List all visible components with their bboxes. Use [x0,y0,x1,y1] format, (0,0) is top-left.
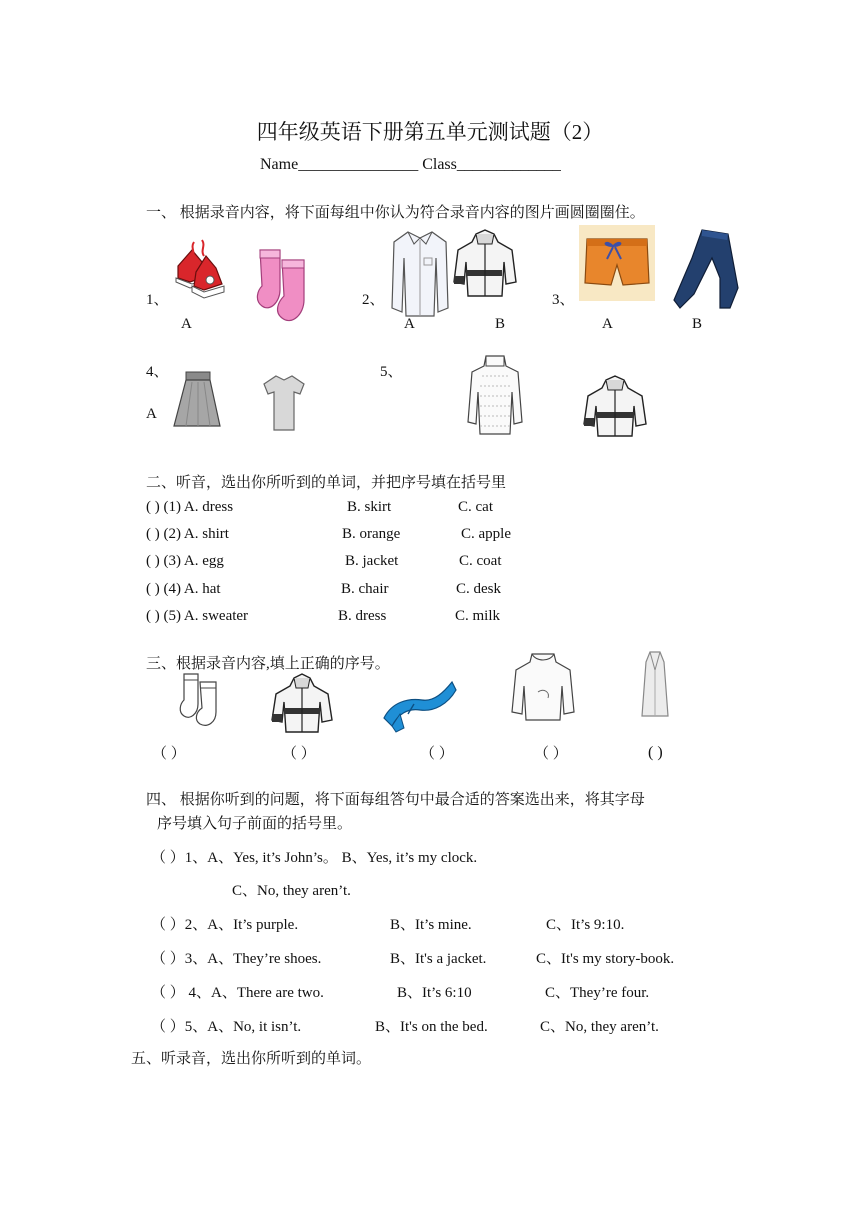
s2-row-4-b: B. chair [341,581,389,597]
s4-q5-option-c: C、No, they aren’t. [540,1019,659,1035]
s4-q1-line: （ ）1、A、Yes, it’s John’s。 B、Yes, it’s my clock. [151,850,478,866]
s4-q2-option-b: B、It’s mine. [390,917,472,933]
s3-blank-1[interactable]: （ ） [152,746,186,762]
s4-q2-option-c: C、It’s 9:10. [546,917,625,933]
item-number-5: 5、 [380,364,403,380]
jacket-icon [270,672,334,736]
label-2-b: B [495,316,506,332]
name-class-line: Name_______________ Class_____________ [260,156,561,173]
s2-row-2-a: ( ) (2) A. shirt [146,526,229,542]
s4-q3-option-c: C、It's my story-book. [536,951,675,967]
jacket-icon [452,228,518,300]
jeans-icon [672,228,742,312]
pink-socks-icon [252,246,316,330]
s2-row-5-a: ( ) (5) A. sweater [146,608,249,624]
s4-q4-line: （ ） 4、A、There are two. [151,985,324,1001]
white-socks-icon [178,670,224,728]
s2-row-4-a: ( ) (4) A. hat [146,581,221,597]
coat-icon [640,650,670,720]
s4-q4-option-c: C、They’re four. [545,985,650,1001]
section-3-heading: 三、根据录音内容,填上正确的序号。 [146,656,390,672]
sneakers-icon [172,236,228,302]
s2-row-4-c: C. desk [456,581,501,597]
s2-row-3-c: C. coat [459,553,502,569]
skirt-icon [172,370,222,430]
item-number-1: 1、 [146,292,169,308]
s4-q5-option-b: B、It's on the bed. [375,1019,488,1035]
section-2-heading: 二、听音，选出你所听到的单词，并把序号填在括号里 [146,475,507,491]
s4-q4-option-b: B、It’s 6:10 [397,985,472,1001]
s2-row-1-b: B. skirt [347,499,392,515]
section-1-heading: 一、 根据录音内容，将下面每组中你认为符合录音内容的图片画圆圈圈住。 [146,205,645,221]
label-1-a: A [181,316,192,332]
section-4-heading-cont: 序号填入句子前面的括号里。 [157,816,353,832]
s4-q3-option-b: B、It's a jacket. [390,951,487,967]
sweater-icon [508,650,578,724]
t-shirt-icon [262,374,306,432]
item-number-4: 4、 [146,364,169,380]
label-2-a: A [404,316,415,332]
s4-q1-option-c: C、No, they aren’t. [232,883,351,899]
label-3-b: B [692,316,703,332]
item-number-3: 3、 [552,292,575,308]
s3-blank-4[interactable]: （ ） [534,746,568,762]
s2-row-1-a: ( ) (1) A. dress [146,499,234,515]
s2-row-3-a: ( ) (3) A. egg [146,553,224,569]
s2-row-2-c: C. apple [461,526,511,542]
s2-row-5-c: C. milk [455,608,501,624]
s4-q3-line: （ ）3、A、They’re shoes. [151,951,322,967]
s4-q5-line: （ ）5、A、No, it isn’t. [151,1019,302,1035]
s2-row-2-b: B. orange [342,526,401,542]
shirt-icon [390,228,450,318]
s3-blank-5[interactable]: ( ) [648,744,663,761]
s3-blank-3[interactable]: （ ） [420,746,454,762]
s2-row-3-b: B. jacket [345,553,399,569]
item-number-2: 2、 [362,292,385,308]
s3-blank-2[interactable]: （ ） [282,746,316,762]
s2-row-5-b: B. dress [338,608,387,624]
s4-q2-line: （ ）2、A、It’s purple. [151,917,299,933]
section-5-heading: 五、听录音，选出你所听到的单词。 [131,1051,372,1067]
label-3-a: A [602,316,613,332]
s2-row-1-c: C. cat [458,499,493,515]
orange-shorts-icon [579,225,655,301]
label-4-a: A [146,406,157,422]
sweater-icon [466,352,524,436]
page-title: 四年级英语下册第五单元测试题（2） [256,120,604,144]
section-4-heading: 四、 根据你听到的问题，将下面每组答句中最合适的答案选出来，将其字母 [146,792,645,808]
jacket-icon [580,374,650,440]
blue-scarf-icon [378,674,458,732]
